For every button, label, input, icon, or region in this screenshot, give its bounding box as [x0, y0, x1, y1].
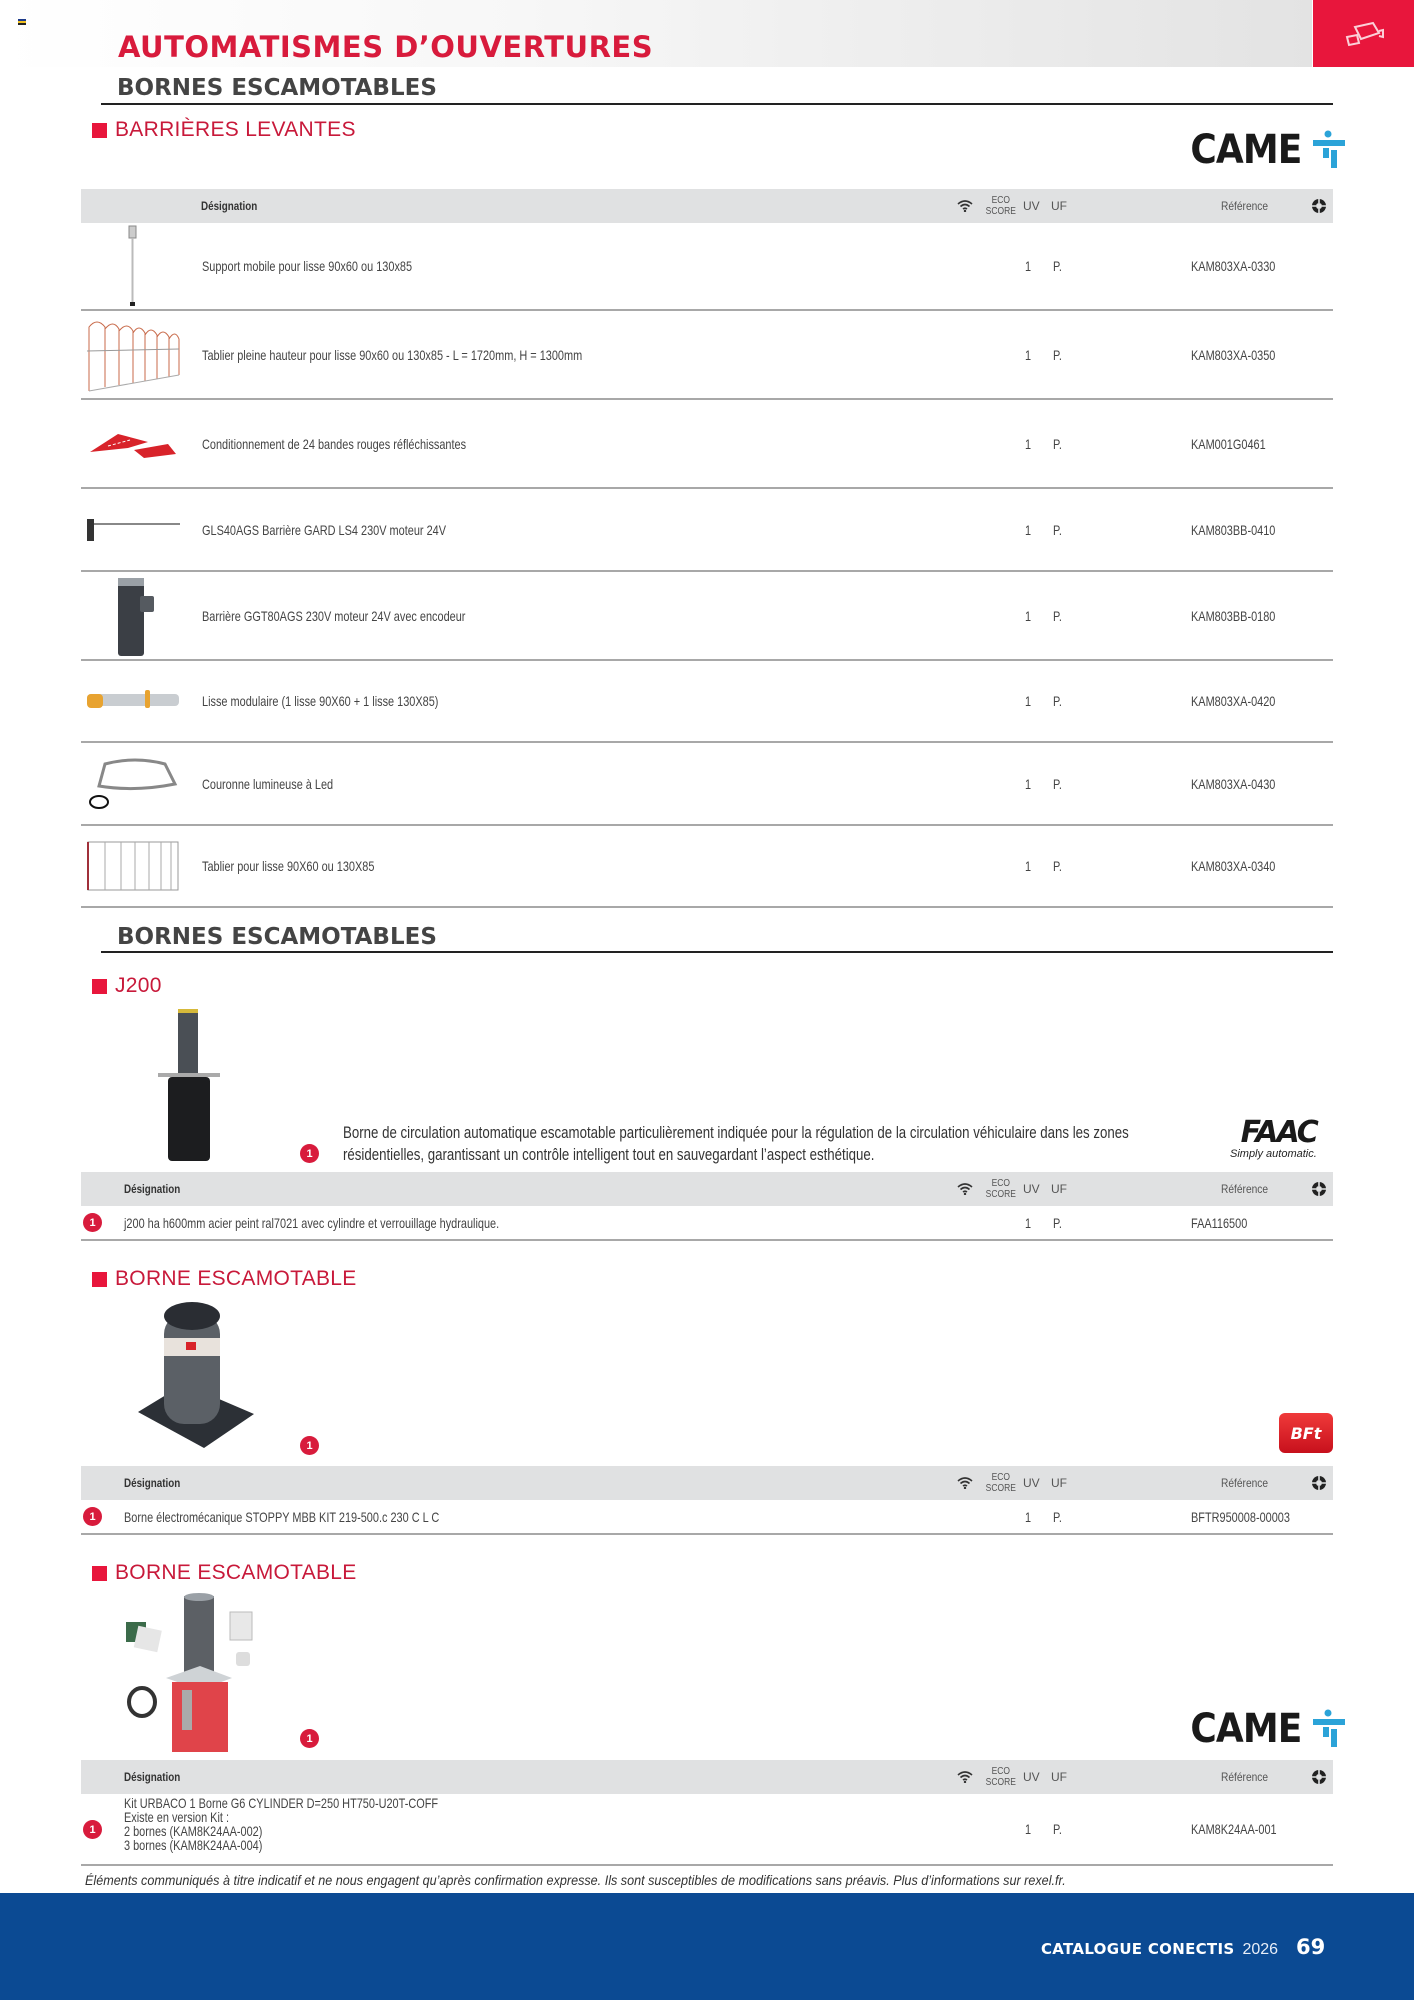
footer	[1041, 1935, 1325, 1959]
product-image-barriere-ggt80	[81, 572, 185, 659]
eco-score-header: ECO SCORE	[985, 195, 1016, 217]
category-tab	[1313, 0, 1414, 67]
table-row[interactable]: Barrière GGT80AGS 230V moteur 24V avec encodeur 1 P. KAM803BB-0180	[81, 572, 1333, 661]
eco-score-header: ECO SCORE	[985, 1766, 1016, 1788]
section-title: BORNES ESCAMOTABLES	[117, 75, 437, 101]
item-number-badge: 1	[83, 1820, 102, 1839]
item-number-badge: 1	[300, 1436, 319, 1455]
bft-logo: BFt	[1279, 1413, 1333, 1453]
table-header: Désignation ECO SCORE UV UF Référence	[81, 1172, 1333, 1206]
item-number-badge: 1	[83, 1507, 102, 1526]
product-description: Borne de circulation automatique escamotable particulièrement indiquée pour la régulation de la circulation véhiculaire dans les zones résidentielles, garantissant un contrôle intelligent tout en sauvegardant l’aspect esthétique.	[343, 1123, 1129, 1164]
recycle-icon	[1311, 1760, 1327, 1794]
came-logo: CAME	[1178, 1706, 1347, 1752]
item-number-badge: 1	[300, 1144, 319, 1163]
wifi-icon	[957, 189, 973, 223]
red-square-icon	[92, 979, 107, 994]
table-row[interactable]: Support mobile pour lisse 90x60 ou 130x85 1 P. KAM803XA-0330	[81, 223, 1333, 311]
disclaimer: Éléments communiqués à titre indicatif et ne nous engagent qu’après confirmation expresse. Ils sont susceptibles de modifications sans préavis. Plus d’informations sur rexel.fr.	[85, 1872, 1066, 1888]
category-heading: BARRIÈRES LEVANTES	[92, 118, 356, 142]
recycle-icon	[1311, 1466, 1327, 1500]
item-number-badge: 1	[300, 1729, 319, 1748]
table-row[interactable]: Lisse modulaire (1 lisse 90X60 + 1 lisse 130X85) 1 P. KAM803XA-0420	[81, 661, 1333, 743]
page-number: 69	[1296, 1935, 1326, 1959]
table-row[interactable]: 1 j200 ha h600mm acier peint ral7021 avec cylindre et verrouillage hydraulique. 1 P. FAA116500	[81, 1206, 1333, 1241]
category-heading: J200	[92, 974, 162, 998]
table-row[interactable]: 1 Borne électromécanique STOPPY MBB KIT 219-500.c 230 C L C 1 P. BFTR950008-00003	[81, 1500, 1333, 1535]
product-image-lisse-modulaire	[81, 661, 185, 741]
table-header: Désignation ECO SCORE UV UF Référence	[81, 189, 1333, 223]
eco-score-header: ECO SCORE	[985, 1472, 1016, 1494]
table-header: Désignation ECO SCORE UV UF Référence	[81, 1466, 1333, 1500]
table-row[interactable]: Tablier pleine hauteur pour lisse 90x60 ou 130x85 - L = 1720mm, H = 1300mm 1 P. KAM803XA-0350	[81, 311, 1333, 400]
table-row[interactable]: 1 Kit URBACO 1 Borne G6 CYLINDER D=250 HT750-U20T-COFF Existe en version Kit : 2 bornes (KAM8K24AA-002) 3 bornes (KAM8K24AA-004) 1 P. KAM8K24AA-001	[81, 1794, 1333, 1866]
product-image-couronne-led	[81, 743, 185, 824]
product-image-stoppy	[134, 1300, 256, 1455]
faac-logo: FAAC Simply automatic.	[1230, 1115, 1317, 1160]
wifi-icon	[957, 1466, 973, 1500]
table-row[interactable]: Conditionnement de 24 bandes rouges réfléchissantes 1 P. KAM001G0461	[81, 400, 1333, 489]
product-image-j200	[150, 1005, 240, 1170]
item-number-badge: 1	[83, 1213, 102, 1232]
table-row[interactable]: GLS40AGS Barrière GARD LS4 230V moteur 24V 1 P. KAM803BB-0410	[81, 489, 1333, 572]
reference-header: Référence	[1221, 199, 1269, 213]
product-image-barriere-gard	[81, 489, 185, 570]
section-divider	[101, 103, 1333, 105]
product-image-tablier-pleine-hauteur	[81, 311, 185, 398]
eco-score-header: ECO SCORE	[985, 1178, 1016, 1200]
red-square-icon	[92, 1272, 107, 1287]
red-square-icon	[92, 123, 107, 138]
section-divider	[101, 951, 1333, 953]
catalogue-name: CATALOGUE CONECTIS	[1041, 1940, 1235, 1958]
uv-header: UV	[1023, 199, 1040, 213]
table-row[interactable]: Couronne lumineuse à Led 1 P. KAM803XA-0430	[81, 743, 1333, 826]
category-heading: BORNE ESCAMOTABLE	[92, 1267, 357, 1291]
uf-header: UF	[1051, 199, 1067, 213]
wifi-icon	[957, 1172, 973, 1206]
table-header: Désignation ECO SCORE UV UF Référence	[81, 1760, 1333, 1794]
red-square-icon	[92, 1566, 107, 1581]
recycle-icon	[1311, 1172, 1327, 1206]
flag-icon	[18, 19, 26, 25]
product-image-urbaco-kit	[120, 1592, 270, 1759]
wifi-icon	[957, 1760, 973, 1794]
camera-icon	[1343, 19, 1385, 49]
came-figure-icon	[1313, 1709, 1347, 1749]
category-heading: BORNE ESCAMOTABLE	[92, 1561, 357, 1585]
came-figure-icon	[1313, 130, 1347, 170]
product-image-bandes-rouges	[81, 400, 185, 487]
product-image-support-mobile	[81, 223, 185, 309]
recycle-icon	[1311, 189, 1327, 223]
page-title: AUTOMATISMES D’OUVERTURES	[118, 30, 654, 64]
catalogue-year: 2026	[1242, 1941, 1279, 1958]
product-image-tablier	[81, 826, 185, 906]
table-row[interactable]: Tablier pour lisse 90X60 ou 130X85 1 P. KAM803XA-0340	[81, 826, 1333, 908]
came-logo: CAME	[1178, 127, 1347, 173]
section-title: BORNES ESCAMOTABLES	[117, 924, 437, 950]
